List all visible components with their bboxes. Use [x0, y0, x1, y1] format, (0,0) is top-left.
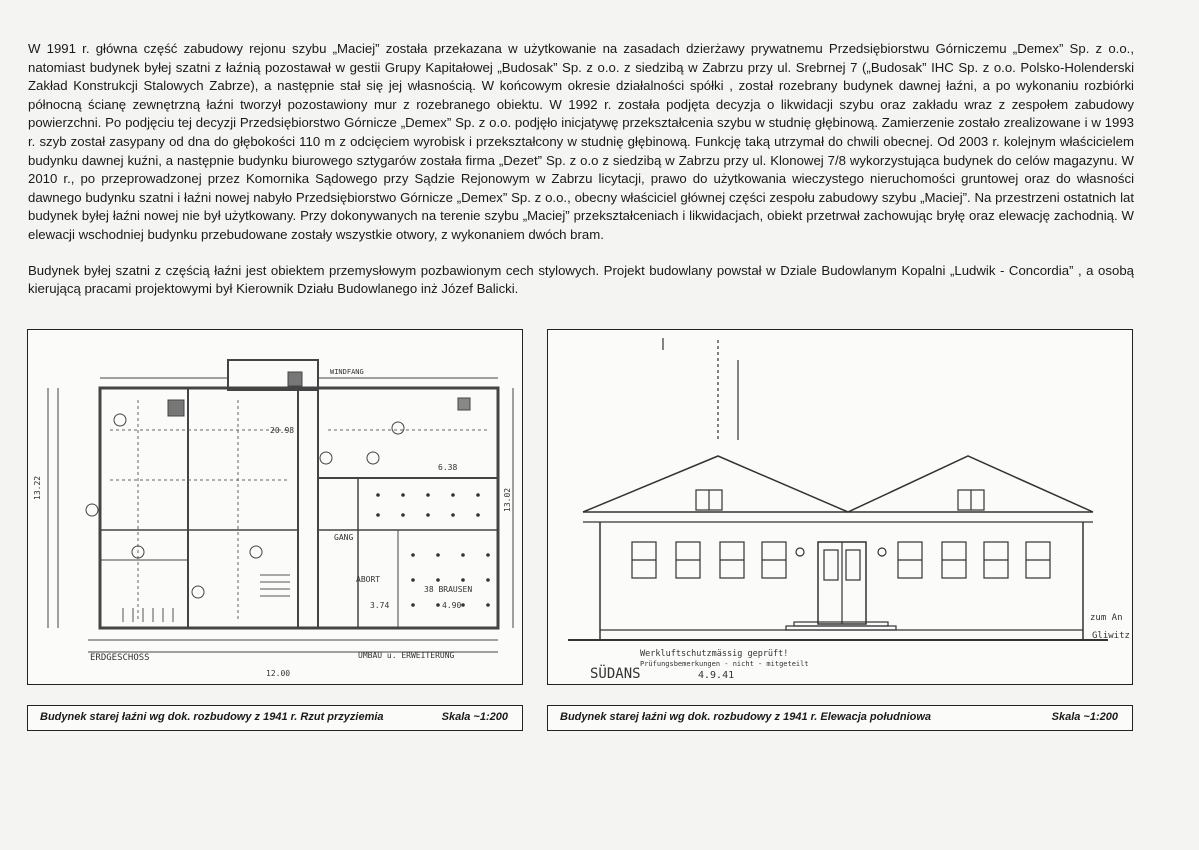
- side-label: SÜDANS: [590, 666, 641, 682]
- label-dim-right: 13.02: [503, 487, 512, 512]
- edge-label-a: zum An: [1090, 613, 1123, 623]
- elevation-caption-scale: Skala ~1:200: [1051, 711, 1118, 723]
- floor-plan-drawing: [28, 330, 522, 684]
- paragraph-history: W 1991 r. główna część zabudowy rejonu szybu „Maciej” została przekazana w użytkowanie na zasadach dzierżawy prywatnemu Przedsiębiorstwu Górniczemu „Demex” Sp. z o.o., natomiast budynek byłej szatni z łaźnią pozostawał w gestii Grupy Kapitałowej „Budosak” Sp. z o.o. z siedzibą w Zabrzu przy ul. Srebrnej 7 („Budosak” IHC Sp. z o.o. Polsko-Holenderski Zakład Konstrukcji Stalowych Zabrze), a następnie stał się jej własnością. W końcowym okresie działalności spółki , został rozebrany budynek dawnej łaźni, a po wykonaniu rozbiórki północną ścianę zewnętrzną łaźni tworzył pozostawiony mur z rozebranego obiektu. W 1992 r. została podjęta decyzja o likwidacji szybu oraz zakładu wraz z zespołem zabudowy powierzchni. Po podjęciu tej decyzji Przedsiębiorstwo Górnicze „Demex” Sp. z o.o. podjęło inicjatywę przekształcenia szybu w studnię głębinową. Zamierzenie zostało zrealizowane i w 1993 r. szyb został zasypany od dna do głębokości 110 m z odcięciem wyrobisk i przekształcony w studnię głębinową. Funkcję taką utrzymał do chwili obecnej. Od 2003 r. kolejnym właścicielem budynku dawnej kuźni, a następnie budynku biurowego sztygarów została firma „Dezet” Sp. z o.o z siedzibą w Zabrzu przy ul. Klonowej 7/8 wykorzystująca budynek do celów magazynu. W 2010 r., po przeprowadzonej przez Komornika Sądowego przy Sądzie Rejonowym w Zabrzu licytacji, prawo do użytkowania wieczystego nieruchomości gruntowej oraz do własności dawnego budynku szatni i łaźni nowej nabyło Przedsiębiorstwo Górnicze „Demex” Sp. z o.o., obecny właściciel głównej części zespołu zabudowy szybu „Maciej”. Na przestrzeni ostatnich lat budynek byłej łaźni nowej nie był użytkowany. Przy dokonywanych na terenie szybu „Maciej” przekształceniach i likwidacjach, obiekt przetrwał zachowując bryłę oraz elewację zachodnią. W elewacji wschodniej budynku przebudowane zostały wszystkie otwory, z wykonaniem dwóch bram.: [28, 41, 1134, 242]
- label-dim-height: 13.22: [33, 475, 42, 500]
- label-area-d: 4.90: [442, 601, 462, 610]
- floor-plan-caption: [27, 705, 523, 731]
- label-area-b: 6.38: [438, 463, 458, 472]
- label-area-c: 3.74: [370, 601, 390, 610]
- label-abort: ABORT: [356, 575, 381, 584]
- elevation-panel: [547, 329, 1133, 685]
- stamp-line: Prüfungsbemerkungen - nicht - mitgeteilt: [640, 660, 809, 668]
- body-text: [28, 40, 1134, 316]
- label-brausen: 38 BRAUSEN: [424, 585, 473, 594]
- floor-plan-panel: [27, 329, 523, 685]
- label-area-a: 20.98: [270, 426, 295, 435]
- label-rebuild: UMBAU u. ERWEITERUNG: [358, 651, 455, 660]
- edge-label-b: Gliwitz: [1092, 631, 1130, 641]
- elevation-caption: [547, 705, 1133, 731]
- elevation-caption-title: Budynek starej łaźni wg dok. rozbudowy z 1941 r. Elewacja południowa: [560, 711, 932, 723]
- label-dim-bottom: 12.00: [266, 669, 291, 678]
- label-gang: GANG: [334, 533, 354, 542]
- stamp-date: 4.9.41: [698, 670, 735, 681]
- floor-plan-caption-scale: Skala ~1:200: [441, 711, 508, 723]
- elevation-drawing: [548, 330, 1132, 684]
- floor-plan-caption-title: Budynek starej łaźni wg dok. rozbudowy z 1941 r. Rzut przyziemia: [40, 711, 384, 723]
- stamp-title: Werkluftschutzmässig geprüft!: [640, 649, 789, 659]
- label-windfang: WINDFANG: [330, 368, 364, 376]
- label-floor: ERDGESCHOSS: [90, 653, 150, 663]
- paragraph-description: Budynek byłej szatni z częścią łaźni jest obiektem przemysłowym pozbawionym cech stylowych. Projekt budowlany powstał w Dziale Budowlanym Kopalni „Ludwik - Concordia” , a osobą kierującą pracami projektowymi był Kierownik Działu Budowlanego inż Józef Balicki.: [28, 262, 1134, 297]
